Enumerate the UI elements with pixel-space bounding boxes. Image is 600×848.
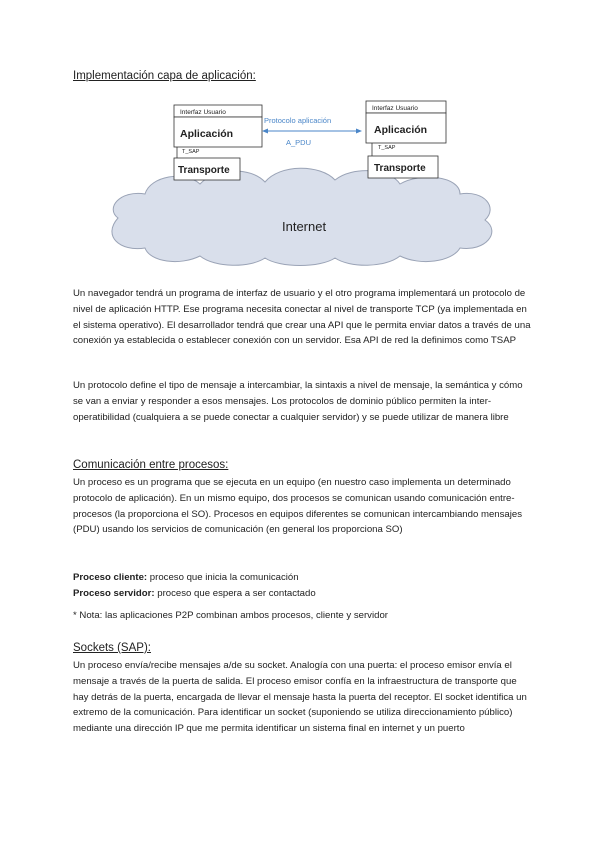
client-process-text: proceso que inicia la comunicación [147, 572, 299, 583]
paragraph-navegador: Un navegador tendrá un programa de interfaz de usuario y el otro programa implementará un protocolo de nivel de aplicación HTTP. Ese programa necesita conectar al nivel de transporte TCP (ya implementada en el sistema operativo). El desarrollador tendrá que crear una API que le permita enviar datos a través de una conexión ya establecida o establecer conexión con un servidor. Esa API de red la definimos como TSAP [73, 288, 531, 347]
right-application-label: Aplicación [374, 124, 428, 136]
section-title-application-layer: Implementación capa de aplicación: [73, 70, 256, 82]
application-layer-diagram [100, 90, 500, 268]
protocol-label: Protocolo aplicación [264, 116, 332, 125]
left-tsap-label: T_SAP [182, 149, 200, 155]
paragraph-sockets: Un proceso envía/recibe mensajes a/de su socket. Analogía con una puerta: el proceso emisor envía el mensaje a través de la puerta de salida. El proceso emisor confía en la infraestructura de transporte que hay detrás de la puerta, encargada de llevar el mensaje hasta la puerta del receptor. El socket identifica un extremo de la comunicación. Para identificar un socket (suponiendo se utiliza direccionamiento público) mediante una dirección IP que me permita identificar un sistema final en internet y un puerto [73, 660, 527, 735]
section-title-processes: Comunicación entre procesos: [73, 459, 229, 471]
right-transport-label: Transporte [374, 163, 426, 174]
client-process-label: Proceso cliente: [73, 572, 148, 583]
right-interface-label: Interfaz Usuario [372, 105, 418, 112]
client-process-line [73, 570, 533, 586]
pdu-label: A_PDU [286, 138, 312, 147]
paragraph-processes: Un proceso es un programa que se ejecuta en un equipo (en nuestro caso implementa un determinado protocolo de aplicación). En un mismo equipo, dos procesos se comunican usando comunicación entre-procesos (la proporciona el SO). Procesos en equipos diferentes se comunican intercambiando mensajes (PDU) usando los servicios de comunicación (en general los proporciona SO) [73, 477, 523, 536]
section-title-sockets: Sockets (SAP): [73, 642, 151, 654]
server-process-line [73, 586, 533, 602]
server-process-text: proceso que espera a ser contactado [154, 588, 316, 599]
left-transport-label: Transporte [178, 165, 230, 176]
paragraph-protocolo: Un protocolo define el tipo de mensaje a intercambiar, la sintaxis a nivel de mensaje, la semántica y cómo se van a enviar y responder a esos mensajes. Los protocolos de dominio público permiten la inter-operatibilidad (cualquiera a se puede conectar a cualquier servidor) y se puede utilizar de manera libre [73, 380, 523, 423]
protocol-arrowhead-right [356, 129, 362, 134]
server-process-label: Proceso servidor: [73, 588, 155, 599]
internet-cloud [112, 168, 492, 265]
left-application-label: Aplicación [180, 128, 234, 140]
cloud-label: Internet [282, 219, 327, 234]
right-tsap-label: T_SAP [378, 145, 396, 151]
left-interface-label: Interfaz Usuario [180, 109, 226, 116]
p2p-note: * Nota: las aplicaciones P2P combinan ambos procesos, cliente y servidor [73, 610, 388, 621]
protocol-arrowhead-left [262, 129, 268, 134]
